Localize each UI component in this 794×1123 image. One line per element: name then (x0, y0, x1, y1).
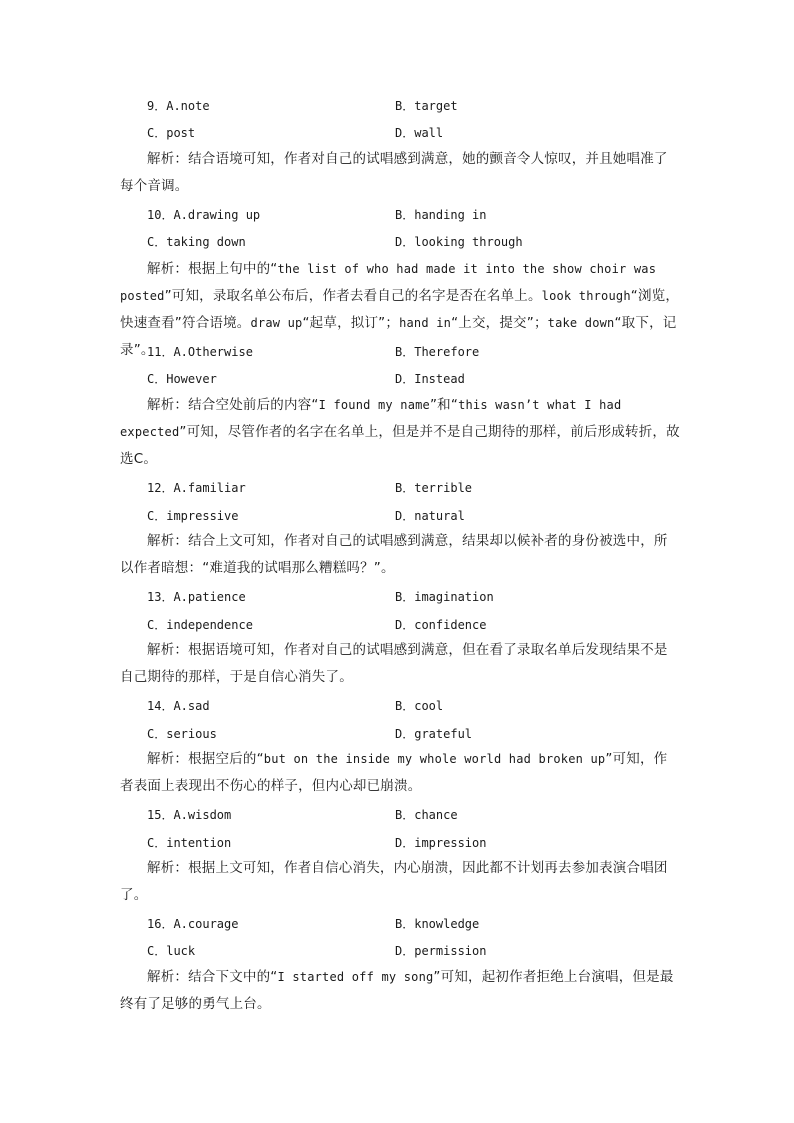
options-row (147, 97, 687, 117)
option-a: 13．A.patience (147, 590, 246, 604)
option-c: C．independence (147, 618, 253, 632)
option-d: D．looking through (395, 235, 523, 249)
options-row (147, 370, 687, 390)
option-a: 12．A.familiar (147, 481, 246, 495)
option-b: B．knowledge (395, 917, 480, 931)
option-a: 14．A.sad (147, 699, 210, 713)
options-row (147, 206, 687, 226)
explanation: 解析：结合下文中的“I started off my song”可知，起初作者拒绝上台演唱，但是最终有了足够的勇气上台。 (120, 969, 674, 1012)
option-c: C．taking down (147, 235, 246, 249)
explanation: 解析：根据语境可知，作者对自己的试唱感到满意，但在看了录取名单后发现结果不是自己期待的那样，于是自信心消失了。 (120, 642, 668, 685)
option-a: 11．A.Otherwise (147, 345, 253, 359)
options-row (147, 942, 687, 962)
option-b: B．chance (395, 808, 458, 822)
option-d: D．Instead (395, 372, 465, 386)
options-row (147, 588, 687, 608)
explanation: 解析：结合语境可知，作者对自己的试唱感到满意，她的颤音令人惊叹，并且她唱准了每个音调。 (120, 151, 668, 194)
explanation: 解析：根据空后的“but on the inside my whole world had broken up”可知，作者表面上表现出不伤心的样子，但内心却已崩溃。 (120, 751, 668, 794)
option-b: B．Therefore (395, 345, 480, 359)
option-c: C．intention (147, 836, 232, 850)
options-row (147, 697, 687, 717)
option-b: B．terrible (395, 481, 473, 495)
options-row (147, 233, 687, 253)
option-a: 16．A.courage (147, 917, 239, 931)
option-d: D．impression (395, 836, 487, 850)
options-row (147, 915, 687, 935)
option-c: C．However (147, 372, 217, 386)
option-b: B．target (395, 99, 458, 113)
explanation: 解析：结合空处前后的内容“I found my name”和“this wasn’t what I had expected”可知，尽管作者的名字在名单上，但是并不是自己期待的那样，前后形成转折，故选C。 (120, 397, 680, 467)
option-a: 9．A.note (147, 99, 210, 113)
options-row (147, 806, 687, 826)
option-d: D．grateful (395, 727, 473, 741)
option-d: D．confidence (395, 618, 487, 632)
option-a: 15．A.wisdom (147, 808, 232, 822)
options-row (147, 834, 687, 854)
options-row (147, 124, 687, 144)
option-d: D．wall (395, 126, 444, 140)
option-c: C．post (147, 126, 196, 140)
options-row (147, 343, 687, 363)
option-b: B．cool (395, 699, 444, 713)
explanation: 解析：结合上文可知，作者对自己的试唱感到满意，结果却以候补者的身份被选中，所以作者暗想：“难道我的试唱那么糟糕吗？”。 (120, 533, 668, 576)
option-b: B．handing in (395, 208, 487, 222)
explanation: 解析：根据上句中的“the list of who had made it into the show choir was posted”可知，录取名单公布后，作者去看自己的名字是否在名单上。look through“浏览，快速查看”符合语境。draw up“起草，拟订”；hand in“上交，提交”；take down“取下，记录”。 (120, 261, 680, 358)
option-c: C．luck (147, 944, 196, 958)
option-a: 10．A.drawing up (147, 208, 261, 222)
option-c: C．impressive (147, 509, 239, 523)
explanation: 解析：根据上文可知，作者自信心消失，内心崩溃，因此都不计划再去参加表演合唱团了。 (120, 860, 668, 903)
option-d: D．natural (395, 509, 465, 523)
options-row (147, 725, 687, 745)
option-b: B．imagination (395, 590, 494, 604)
option-c: C．serious (147, 727, 217, 741)
options-row (147, 507, 687, 527)
options-row (147, 616, 687, 636)
options-row (147, 479, 687, 499)
option-d: D．permission (395, 944, 487, 958)
